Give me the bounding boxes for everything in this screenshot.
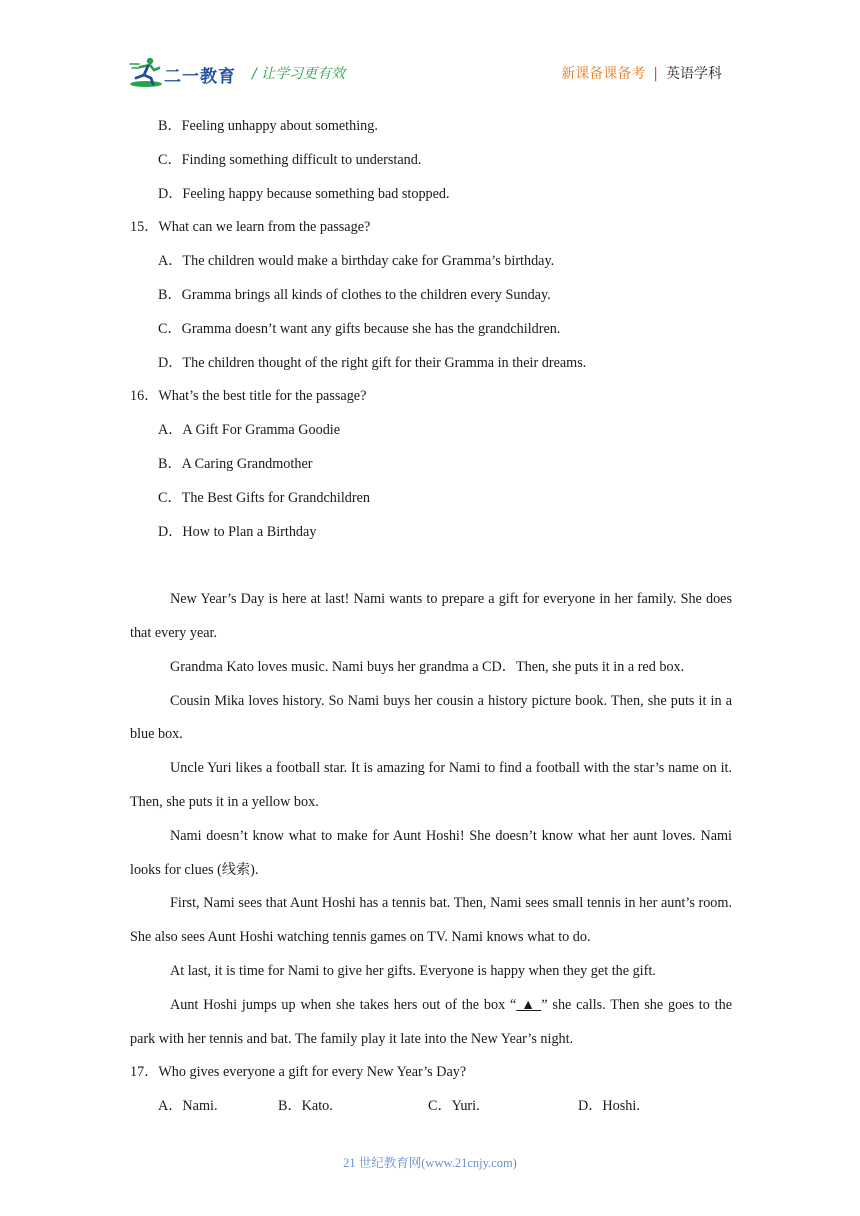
logo (128, 54, 248, 90)
q16-option-c: C．The Best Gifts for Grandchildren (158, 489, 370, 506)
page-header (128, 54, 732, 90)
header-tag-course: 新课备课备考 (561, 66, 646, 82)
runner-logo-icon (128, 54, 164, 90)
header-tag-separator: | (653, 66, 658, 82)
passage-p8-after: ” she calls. Then she goes to the park with her tennis and bat. The family play it late into the New Year’s night. (130, 996, 732, 1047)
section-spacer (130, 549, 732, 583)
passage-paragraph-7: At last, it is time for Nami to give her gifts. Everyone is happy when they get the gift. (170, 962, 656, 979)
q17-options (130, 1090, 732, 1124)
logo-text: 二一教育 (164, 67, 236, 87)
q15-option-d: D．The children thought of the right gift for their Gramma in their dreams. (158, 354, 587, 371)
passage-paragraph-1: New Year’s Day is here at last! Nami wants to prepare a gift for everyone in her family. She does that every year. (130, 591, 732, 641)
q17-option-a: A．Nami. (158, 1098, 218, 1115)
passage-paragraph-3: Cousin Mika loves history. So Nami buys her cousin a history picture book. Then, she puts it in a blue box. (130, 692, 732, 743)
q16-option-d: D．How to Plan a Birthday (158, 523, 317, 540)
q17-option-c: C．Yuri. (428, 1098, 480, 1115)
q16-option-a: A．A Gift For Gramma Goodie (158, 422, 341, 439)
passage-paragraph-6: First, Nami sees that Aunt Hoshi has a tennis bat. Then, Nami sees small tennis in her aunt’s room. She also sees Aunt Hoshi watching tennis games on TV. Nami knows what to do. (130, 895, 732, 946)
passage-p8-before: Aunt Hoshi jumps up when she takes hers out of the box “ (170, 996, 517, 1013)
q15-option-c: C．Gramma doesn’t want any gifts because she has the grandchildren. (158, 320, 561, 337)
passage-paragraph-4: Uncle Yuri likes a football star. It is amazing for Nami to find a football with the star’s name on it. Then, she puts it in a yellow box. (130, 760, 732, 810)
q16-option-b: B．A Caring Grandmother (158, 455, 313, 472)
q17-option-d: D．Hoshi. (578, 1098, 640, 1115)
q15-stem: 15．What can we learn from the passage? (130, 219, 371, 236)
page-footer: 21 世纪教育网(www.21cnjy.com) (343, 1156, 517, 1170)
q16-stem: 16．What’s the best title for the passage? (130, 388, 367, 405)
passage-paragraph-8 (130, 989, 732, 1057)
q14-option-b: B．Feeling unhappy about something. (158, 118, 378, 134)
passage-paragraph-5: Nami doesn’t know what to make for Aunt Hoshi! She doesn’t know what her aunt loves. Nami looks for clues (线索). (130, 827, 732, 878)
passage-paragraph-2: Grandma Kato loves music. Nami buys her grandma a CD．Then, she puts it in a red box. (170, 658, 685, 675)
q14-option-d: D．Feeling happy because something bad stopped. (158, 185, 450, 202)
q17-option-b: B．Kato. (278, 1098, 333, 1115)
q15-option-b: B．Gramma brings all kinds of clothes to the children every Sunday. (158, 286, 551, 303)
q15-option-a: A．The children would make a birthday cake for Gramma’s birthday. (158, 253, 555, 270)
header-tag (561, 63, 722, 83)
document-body (130, 110, 732, 1124)
q17-stem: 17．Who gives everyone a gift for every New Year’s Day? (130, 1064, 467, 1081)
header-tag-subject: 英语学科 (666, 66, 722, 82)
q14-option-c: C．Finding something difficult to understand. (158, 151, 422, 168)
slogan: / 让学习更有效 (252, 66, 346, 82)
answer-blank: ▲ (516, 996, 542, 1013)
